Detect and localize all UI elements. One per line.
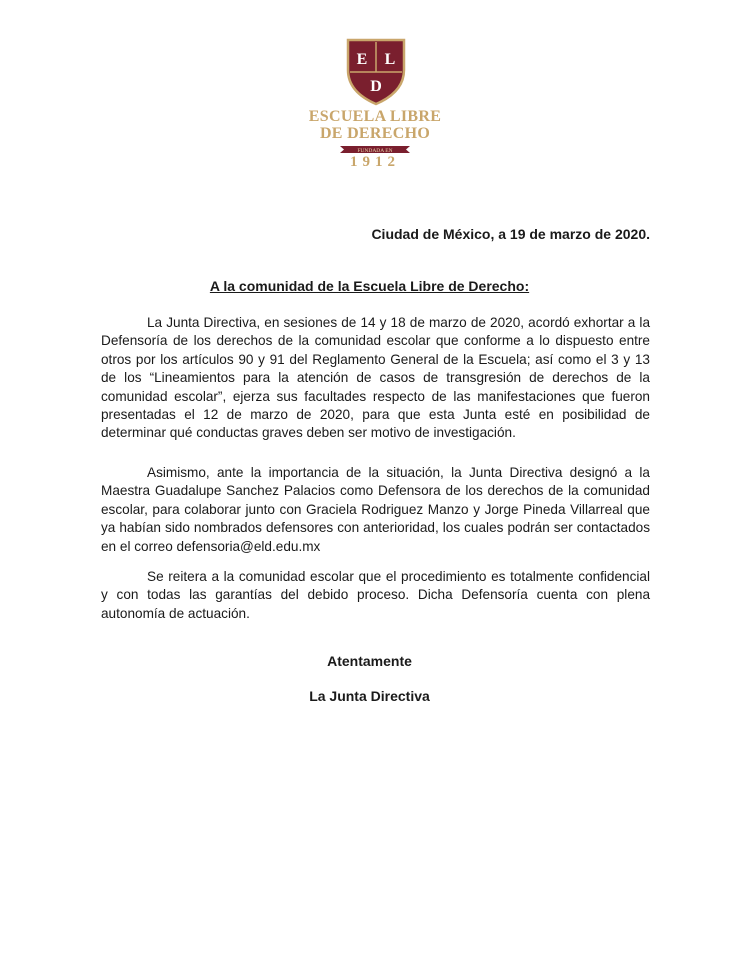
logo-name-line1: ESCUELA LIBRE [308, 108, 442, 125]
paragraph-1: La Junta Directiva, en sesiones de 14 y 18 de marzo de 2020, acordó exhortar a la Defensoría de los derechos de la comunidad escolar que conforme a lo dispuesto entre otros por los artículos 90 y 91 del Reglamento General de la Escuela; así como el 3 y 13 de los “Lineamientos para la atención de casos de transgresión de derechos de la comunidad escolar”, ejerza sus facultades respecto de las manifestaciones que fueron presentadas el 12 de marzo de 2020, para que esta Junta esté en posibilidad de determinar qué conductas graves deben ser motivo de investigación. [101, 315, 650, 441]
logo-year: 1912 [350, 154, 400, 170]
monogram-bottom: D [370, 78, 382, 95]
letter-salutation: A la comunidad de la Escuela Libre de Derecho: [209, 278, 530, 294]
closing-remark: Atentamente [327, 653, 412, 669]
monogram-right: L [384, 51, 396, 68]
signature: La Junta Directiva [309, 688, 430, 704]
shield-emblem-icon [344, 36, 408, 106]
ribbon-text: FUNDADA EN [357, 148, 393, 154]
paragraph-3: Se reitera a la comunidad escolar que el procedimiento es totalmente confidencial y con todas las garantías del debido proceso. Dicha Defensoría cuenta con plena autonomía de actuación. [101, 569, 650, 621]
monogram-left: E [356, 51, 368, 68]
school-logo [300, 36, 450, 176]
ribbon-banner-icon [340, 145, 410, 154]
letter-date: Ciudad de México, a 19 de marzo de 2020. [371, 226, 650, 242]
logo-name-line2: DE DERECHO [319, 125, 431, 142]
paragraph-2: Asimismo, ante la importancia de la situación, la Junta Directiva designó a la Maestra Guadalupe Sanchez Palacios como Defensora de los derechos de la comunidad escolar, para colaborar junto con Graciela Rodriguez Manzo y Jorge Pineda Villarreal que ya habían sido nombrados defensores con anterioridad, los cuales podrán ser contactados en el correo defensoria@eld.edu.mx [101, 465, 650, 554]
